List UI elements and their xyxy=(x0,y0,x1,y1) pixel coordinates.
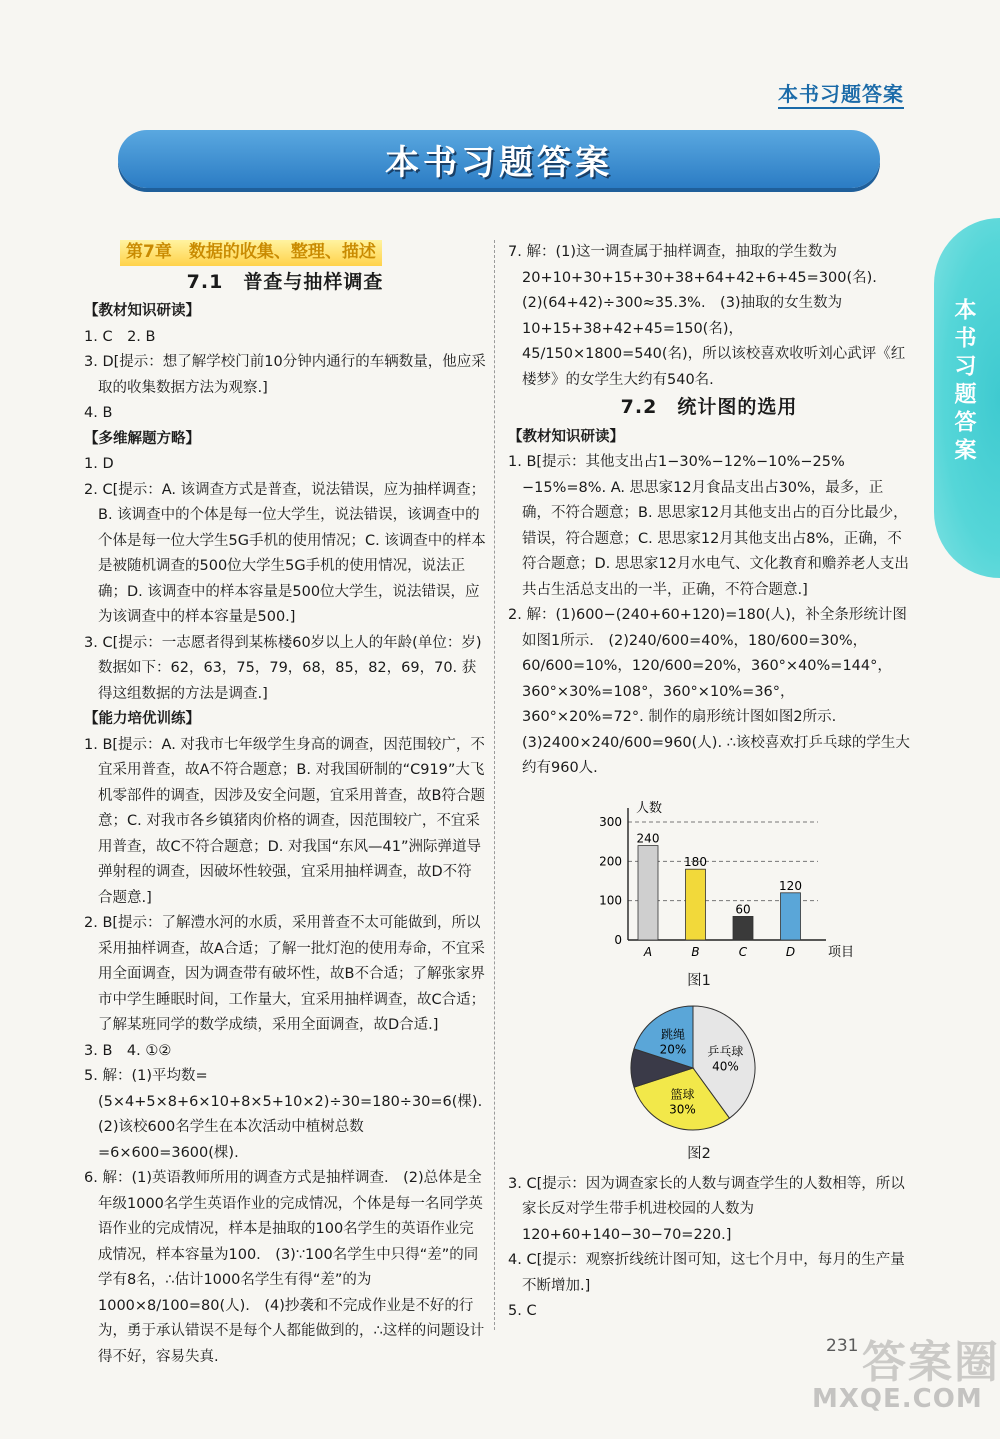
answer-item: 2. C[提示：A. 该调查方式是普查，说法错误，应为抽样调查；B. 该调查中的个体是每一位大学生，说法错误，该调查中的个体是每一位大学生5G手机的使用情况；C. 该调查中的样本是被随机调查的500位大学生5G手机的使用情况，说法正确；D. 该调查中的样本容量是500位大学生，说法错误，应为该调查中的样本容量是500.] xyxy=(84,481,486,625)
x-tick-label: B xyxy=(691,944,700,959)
section-title: 7.2 统计图的选用 xyxy=(620,396,798,418)
side-tab xyxy=(934,218,1000,578)
bar-data-label: 60 xyxy=(735,901,751,916)
answer-item: 3. C[提示：因为调查家长的人数与调查学生的人数相等，所以家长反对学生带手机进校园的人数为120+60+140−30−70=220.] xyxy=(508,1175,905,1243)
answer-item: 2. 解：(1)600−(240+60+120)=180(人)，补全条形统计图如图1所示. (2)240/600=40%，180/600=30%，60/600=10%，120/600=20%，360°×40%=144°，360°×30%=108°，360°×10%=36°，360°×20%=72°. 制作的扇形统计图如图2所示. (3)2400×240/600=960(人). ∴该校喜欢打乒乓球的学生大约有960人. xyxy=(508,607,910,776)
watermark-url: MXQE.COM xyxy=(812,1384,983,1414)
x-axis-label: 项目 xyxy=(828,944,855,960)
watermark-logo: 答案圈 xyxy=(862,1337,1000,1388)
section-title: 7.1 普查与抽样调查 xyxy=(186,270,384,293)
pie-slice-percent: 20% xyxy=(659,1041,687,1056)
answer-item: 1. B[提示：其他支出占1−30%−12%−10%−25%−15%=8%. A. 思思家12月食品支出占30%，最多，正确，不符合题意；B. 思思家12月其他支出占的百分比最少，错误，符合题意；C. 思思家12月其他支出占8%，正确，不符合题意；D. 思思家12月水电气、文化教育和赡养老人支出共占生活总支出的一半，正确，不符合题意.] xyxy=(508,454,909,598)
answer-item: 5. C xyxy=(508,1303,537,1319)
x-tick-label: A xyxy=(643,944,653,959)
answer-item: 4. C[提示：观察折线统计图可知，这七个月中，每月的生产量不断增加.] xyxy=(508,1252,905,1294)
pie-chart xyxy=(508,1003,908,1133)
side-tab-label: 本书习题答案 xyxy=(951,298,976,466)
bar xyxy=(781,892,801,939)
answer-item: 3. C[提示：一志愿者得到某栋楼60岁以上人的年龄(单位：岁)数据如下：62，63，75，79，68，85，82，69，70. 获得这组数据的方法是调查.] xyxy=(84,634,482,702)
y-tick-label: 0 xyxy=(614,932,622,947)
answer-item: 7. 解：(1)这一调查属于抽样调查，抽取的学生数为20+10+30+15+30+38+64+42+6+45=300(名). (2)(64+42)÷300≈35.3%. (3)抽取的女生数为10+15+38+42+45=150(名)，45/150×1800=540(名)，所以该校喜欢收听刘心武评《红楼梦》的女学生大约有540名. xyxy=(508,244,906,388)
page-number: 231 xyxy=(826,1336,859,1356)
answer-item: 4. B xyxy=(84,405,113,421)
figure-caption: 图2 xyxy=(687,1146,711,1162)
pie-slice-label: 篮球 xyxy=(670,1086,695,1101)
y-axis-label: 人数 xyxy=(636,800,663,816)
subheading: 【教材知识研读】 xyxy=(84,303,200,319)
bar-data-label: 120 xyxy=(779,878,802,893)
bar-chart xyxy=(508,790,908,960)
answer-item: 1. B[提示：A. 对我市七年级学生身高的调查，因范围较广，不宜采用普查，故A不符合题意；B. 对我国研制的“C919”大飞机零部件的调查，因涉及安全问题，宜采用普查，故B符合题意；C. 对我市各乡镇猪肉价格的调查，因范围较广，不宜采用普查，故C不符合题意；D. 对我国“东风—41”洲际弹道导弹射程的调查，因破坏性较强，宜采用抽样调查，故D不符合题意.] xyxy=(84,736,485,906)
corner-title: 本书习题答案 xyxy=(778,78,904,109)
chapter-title: 第7章 数据的收集、整理、描述 xyxy=(120,240,382,266)
pie-slice-label: 乒乓球 xyxy=(707,1043,744,1058)
figure-1 xyxy=(508,790,910,995)
y-tick-label: 300 xyxy=(599,814,622,829)
answer-item: 3. B 4. ①② xyxy=(84,1042,172,1059)
bar-data-label: 240 xyxy=(636,831,660,846)
subheading: 【能力培优训练】 xyxy=(84,711,200,727)
pie-slice-percent: 30% xyxy=(669,1101,696,1116)
answer-item: 1. C 2. B xyxy=(84,328,156,345)
pie-slice-label: 跳绳 xyxy=(660,1026,685,1041)
x-tick-label: D xyxy=(785,944,796,959)
left-column xyxy=(84,240,497,1370)
right-column xyxy=(508,240,910,1325)
x-tick-label: C xyxy=(738,944,748,959)
subheading: 【多维解题方略】 xyxy=(84,430,200,447)
answer-item: 6. 解：(1)英语教师所用的调查方式是抽样调查. (2)总体是全年级1000名学生英语作业的完成情况，个体是每一名同学英语作业的完成情况，样本是抽取的100名学生的英语作业完成情况，样本容量为100. (3)∵100名学生中只得“差”的同学有8名，∴估计1000名学生有得“差”的为1000×8/100=80(人). (4)抄袭和不完成作业是不好的行为，勇于承认错误不是每个人都能做到的，∴这样的问题设计得不好，容易失真. xyxy=(84,1170,485,1365)
banner-title: 本书习题答案 xyxy=(385,142,613,183)
subheading: 【教材知识研读】 xyxy=(508,428,624,445)
answer-item: 2. B[提示：了解澧水河的水质，采用普查不太可能做到，所以采用抽样调查，故A合适；了解一批灯泡的使用寿命，不宜采用全面调查，因为调查带有破坏性，故B不合适；了解张家界市中学生睡眠时间，工作量大，宜采用抽样调查，故C合适；了解某班同学的数学成绩，采用全面调查，故D合适.] xyxy=(84,915,486,1033)
bar-data-label: 180 xyxy=(684,854,707,869)
y-tick-label: 200 xyxy=(599,853,622,868)
bar xyxy=(638,845,658,939)
bar xyxy=(733,916,753,940)
figure-2 xyxy=(508,1003,910,1168)
page-banner xyxy=(118,130,880,188)
y-tick-label: 100 xyxy=(599,893,622,908)
answer-item: 1. D xyxy=(84,456,114,472)
answer-item: 3. D[提示：想了解学校门前10分钟内通行的车辆数量，他应采取的收集数据方法为观察.] xyxy=(84,354,486,396)
figure-caption: 图1 xyxy=(687,973,711,989)
bar xyxy=(686,869,706,940)
pie-slice-percent: 40% xyxy=(712,1058,739,1073)
answer-item: 5. 解：(1)平均数=(5×4+5×8+6×10+8×5+10×2)÷30=180÷30=6(棵). (2)该校600名学生在本次活动中植树总数=6×600=3600(棵). xyxy=(84,1068,497,1161)
